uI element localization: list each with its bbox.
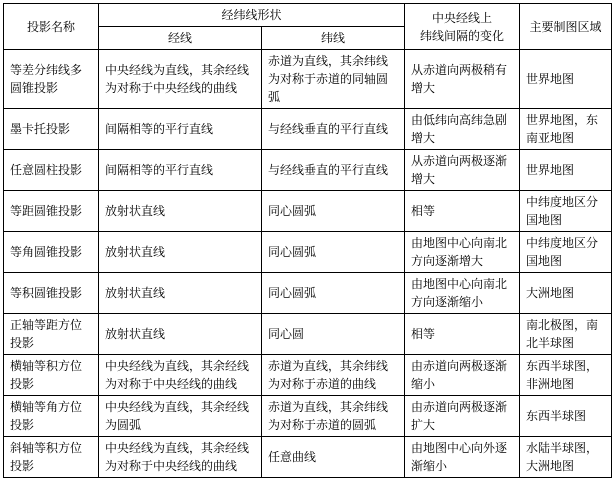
cell-region: 中纬度地区分国地图 xyxy=(520,232,612,273)
table-row xyxy=(4,232,612,273)
cell-name: 等距圆锥投影 xyxy=(4,191,99,232)
cell-spacing: 从赤道向两极稍有增大 xyxy=(405,50,520,109)
header-meridian: 经线 xyxy=(99,27,262,50)
table-row xyxy=(4,50,612,109)
projection-table-wrapper xyxy=(3,3,612,478)
cell-region: 大洲地图 xyxy=(520,273,612,314)
cell-meridian: 间隔相等的平行直线 xyxy=(99,150,262,191)
cell-meridian: 中央经线为直线，其余经线为对称于中央经线的曲线 xyxy=(99,355,262,396)
table-row xyxy=(4,150,612,191)
cell-region: 东西半球图 xyxy=(520,396,612,437)
cell-name: 等角圆锥投影 xyxy=(4,232,99,273)
table-row xyxy=(4,314,612,355)
cell-name: 横轴等角方位投影 xyxy=(4,396,99,437)
cell-spacing: 由地图中心向外逐渐缩小 xyxy=(405,437,520,478)
cell-parallel: 同心圆弧 xyxy=(262,191,405,232)
projection-table xyxy=(3,3,612,478)
cell-spacing: 由低纬向高纬急剧增大 xyxy=(405,109,520,150)
cell-meridian: 中央经线为直线，其余经线为对称于中央经线的曲线 xyxy=(99,50,262,109)
cell-parallel: 同心圆 xyxy=(262,314,405,355)
cell-spacing: 相等 xyxy=(405,191,520,232)
cell-spacing: 由地图中心向南北方向逐渐增大 xyxy=(405,232,520,273)
cell-spacing: 相等 xyxy=(405,314,520,355)
cell-parallel: 同心圆弧 xyxy=(262,232,405,273)
cell-parallel: 赤道为直线，其余纬线为对称于赤道的曲线 xyxy=(262,355,405,396)
cell-name: 正轴等距方位投影 xyxy=(4,314,99,355)
cell-region: 世界地图 xyxy=(520,150,612,191)
header-parallel: 纬线 xyxy=(262,27,405,50)
cell-spacing: 由赤道向两极逐渐缩小 xyxy=(405,355,520,396)
cell-meridian: 放射状直线 xyxy=(99,232,262,273)
header-row-top xyxy=(4,4,612,27)
header-name: 投影名称 xyxy=(4,4,99,50)
cell-name: 斜轴等积方位投影 xyxy=(4,437,99,478)
cell-region: 南北极图，南北半球图 xyxy=(520,314,612,355)
table-row xyxy=(4,355,612,396)
cell-name: 等差分纬线多圆锥投影 xyxy=(4,50,99,109)
header-spacing xyxy=(405,4,520,50)
cell-name: 任意圆柱投影 xyxy=(4,150,99,191)
cell-name: 横轴等积方位投影 xyxy=(4,355,99,396)
cell-name: 墨卡托投影 xyxy=(4,109,99,150)
cell-meridian: 中央经线为直线，其余经线为圆弧 xyxy=(99,396,262,437)
cell-region: 世界地图，东南亚地图 xyxy=(520,109,612,150)
header-spacing-line2: 纬线间隔的变化 xyxy=(420,28,505,43)
table-row xyxy=(4,109,612,150)
cell-region: 东西半球图，非洲地图 xyxy=(520,355,612,396)
cell-parallel: 同心圆弧 xyxy=(262,273,405,314)
cell-spacing: 从赤道向两极逐渐增大 xyxy=(405,150,520,191)
cell-meridian: 放射状直线 xyxy=(99,191,262,232)
cell-meridian: 放射状直线 xyxy=(99,273,262,314)
cell-region: 世界地图 xyxy=(520,50,612,109)
cell-meridian: 间隔相等的平行直线 xyxy=(99,109,262,150)
table-row xyxy=(4,396,612,437)
cell-parallel: 赤道为直线，其余纬线为对称于赤道的同轴圆弧 xyxy=(262,50,405,109)
header-spacing-line1: 中央经线上 xyxy=(432,10,493,25)
cell-parallel: 与经线垂直的平行直线 xyxy=(262,150,405,191)
cell-spacing: 由地图中心向南北方向逐渐缩小 xyxy=(405,273,520,314)
cell-parallel: 任意曲线 xyxy=(262,437,405,478)
cell-parallel: 与经线垂直的平行直线 xyxy=(262,109,405,150)
cell-name: 等积圆锥投影 xyxy=(4,273,99,314)
cell-meridian: 放射状直线 xyxy=(99,314,262,355)
cell-region: 中纬度地区分国地图 xyxy=(520,191,612,232)
table-row xyxy=(4,437,612,478)
header-shape-group: 经纬线形状 xyxy=(99,4,405,27)
cell-parallel: 赤道为直线，其余纬线为对称于赤道的圆弧 xyxy=(262,396,405,437)
table-row xyxy=(4,273,612,314)
cell-spacing: 由赤道向两极逐渐扩大 xyxy=(405,396,520,437)
cell-region: 水陆半球图，大洲地图 xyxy=(520,437,612,478)
cell-meridian: 中央经线为直线，其余经线为对称于中央经线的曲线 xyxy=(99,437,262,478)
table-row xyxy=(4,191,612,232)
header-region: 主要制图区域 xyxy=(520,4,612,50)
